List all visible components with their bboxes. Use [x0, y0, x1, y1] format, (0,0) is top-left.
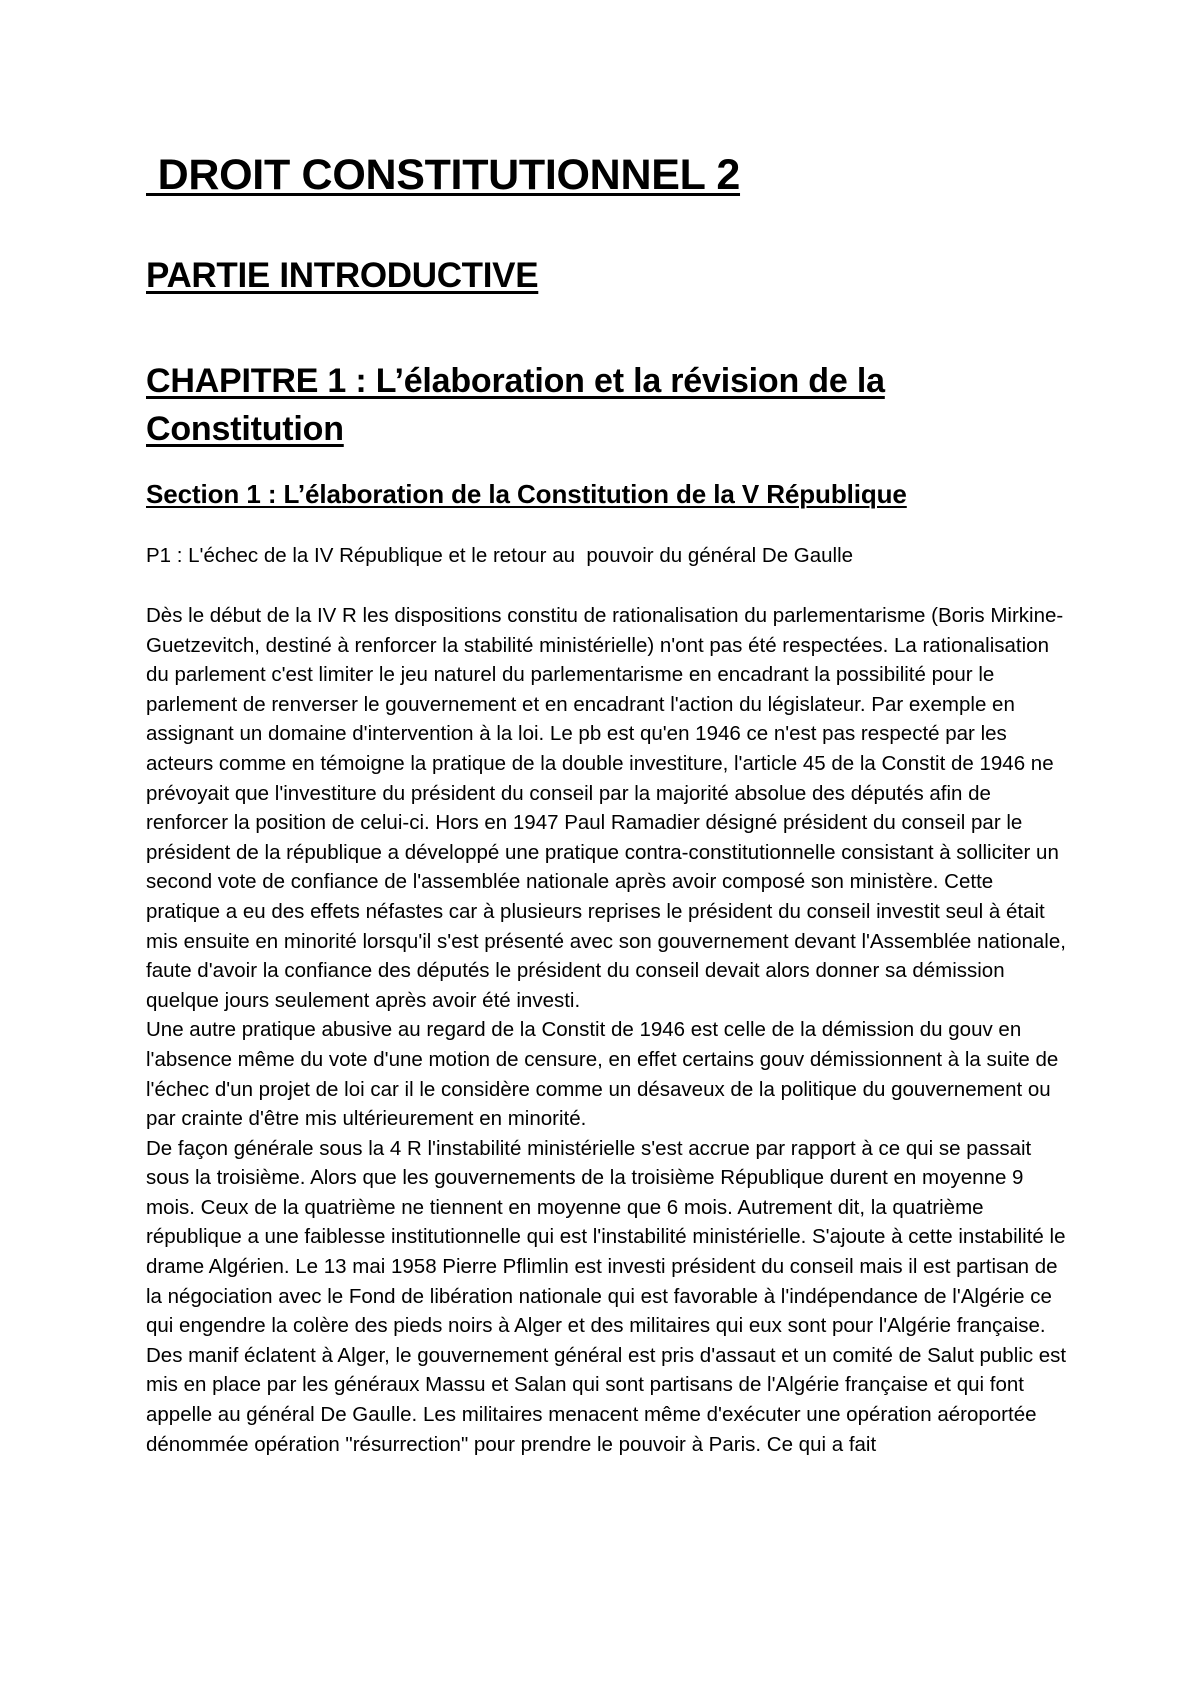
paragraph: Une autre pratique abusive au regard de la Constit de 1946 est celle de la démission du gouv en l'absence même du vote d'une motion de censure, en effet certains gouv démissionnent à la suite de l'échec d'un projet de loi car il le considère comme un désaveux de la politique du gouvernement ou par crainte d'être mis ultérieurement en minorité.	[146, 1018, 1059, 1131]
chapter-title: CHAPITRE 1 : L’élaboration et la révision de la Constitution	[146, 362, 885, 448]
document-content	[146, 142, 1071, 1459]
subsection-heading: P1 : L'échec de la IV République et le retour au pouvoir du général De Gaulle	[146, 544, 854, 567]
document-title: DROIT CONSTITUTIONNEL 2	[146, 151, 741, 199]
part-title: PARTIE INTRODUCTIVE	[146, 256, 539, 295]
paragraph: Dès le début de la IV R les dispositions constitu de rationalisation du parlementarisme (Boris Mirkine-Guetzevitch, destiné à renforcer la stabilité ministérielle) n'ont pas été respectées. La rationalisation du parlement c'est limiter le jeu naturel du parlementarisme en encadrant la possibilité pour le parlement de renverser le gouvernement et en encadrant l'action du législateur. Par exemple en assignant un domaine d'intervention à la loi. Le pb est qu'en 1946 ce n'est pas respecté par les acteurs comme en témoigne la pratique de la double investiture, l'article 45 de la Constit de 1946 ne prévoyait que l'investiture du président du conseil par la majorité absolue des députés afin de renforcer la position de celui-ci. Hors en 1947 Paul Ramadier désigné président du conseil par le président de la république a développé une pratique contra-constitutionnelle consistant à solliciter un second vote de confiance de l'assemblée nationale après avoir composé son ministère. Cette pratique a eu des effets néfastes car à plusieurs reprises le président du conseil investit seul à était mis ensuite en minorité lorsqu'il s'est présenté avec son gouvernement devant l'Assemblée nationale, faute d'avoir la confiance des députés le président du conseil devait alors donner sa démission quelque jours seulement après avoir été investi.	[146, 604, 1066, 1012]
body-text	[146, 601, 1071, 1459]
paragraph: De façon générale sous la 4 R l'instabilité ministérielle s'est accrue par rapport à ce qui se passait sous la troisième. Alors que les gouvernements de la troisième République durent en moyenne 9 mois. Ceux de la quatrième ne tiennent en moyenne que 6 mois. Autrement dit, la quatrième république a une faiblesse institutionnelle qui est l'instabilité ministérielle. S'ajoute à cette instabilité le drame Algérien. Le 13 mai 1958 Pierre Pflimlin est investi président du conseil mais il est partisan de la négociation avec le Fond de libération nationale qui est favorable à l'indépendance de l'Algérie ce qui engendre la colère des pieds noirs à Alger et des militaires qui eux sont pour l'Algérie française. Des manif éclatent à Alger, le gouvernement général est pris d'assaut et un comité de Salut public est mis en place par les généraux Massu et Salan qui sont partisans de l'Algérie française et qui font appelle au général De Gaulle. Les militaires menacent même d'exécuter une opération aéroportée dénommée opération "résurrection" pour prendre le pouvoir à Paris. Ce qui a fait	[146, 1136, 1067, 1456]
section-title: Section 1 : L’élaboration de la Constitution de la V République	[146, 479, 907, 509]
